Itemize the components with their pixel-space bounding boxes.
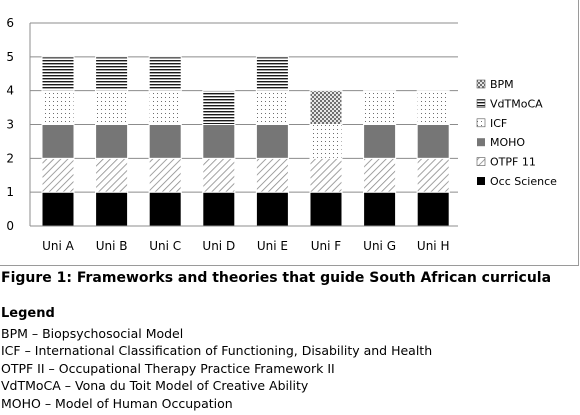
- x-tick-label: Uni A: [42, 239, 74, 253]
- legend-entry-label: Occ Science: [490, 175, 557, 188]
- x-tick-label: Uni F: [310, 239, 342, 253]
- bar-segment: [256, 125, 288, 159]
- y-tick-label: 1: [6, 185, 14, 200]
- figure-caption: Figure 1: Frameworks and theories that guide South African curricula: [1, 270, 552, 286]
- bar-segment: [417, 192, 449, 226]
- bar-segment: [256, 91, 288, 125]
- bar-segment: [96, 158, 128, 192]
- y-tick-label: 0: [6, 219, 14, 233]
- legend-line-otpf: OTPF II – Occupational Therapy Practice Framework II: [1, 360, 335, 376]
- legend-entry-label: MOHO: [490, 136, 526, 150]
- bar-segment: [96, 91, 128, 125]
- bar-segment: [96, 192, 128, 226]
- bar-segment: [96, 125, 128, 159]
- x-tick-label: Uni B: [95, 239, 128, 253]
- bar-segment: [256, 192, 288, 226]
- legend-entry-label: ICF: [490, 116, 508, 130]
- bar-segment: [203, 192, 235, 226]
- legend-entry-label: OTPF 11: [490, 155, 536, 169]
- bar-segment: [364, 158, 396, 192]
- bar-segment: [417, 158, 449, 192]
- bar-segment: [149, 125, 181, 159]
- bar-segment: [149, 158, 181, 192]
- legend-swatch: [477, 80, 485, 88]
- bar-segment: [42, 192, 74, 226]
- bar-segment: [203, 125, 235, 159]
- x-tick-label: Uni H: [416, 239, 450, 253]
- y-tick-label: 6: [6, 16, 14, 30]
- bar-segment: [149, 57, 181, 91]
- y-tick-label: 5: [6, 49, 14, 64]
- legend-swatch: [477, 138, 485, 146]
- legend-swatch: [477, 158, 485, 166]
- bar-segment: [417, 125, 449, 159]
- bar-segment: [256, 158, 288, 192]
- x-tick-label: Uni D: [202, 239, 236, 253]
- bar-segment: [149, 91, 181, 125]
- legend-swatch: [477, 177, 485, 185]
- bar-segment: [310, 125, 342, 159]
- bar-segment: [42, 158, 74, 192]
- bar-segment: [364, 125, 396, 159]
- legend-swatch: [477, 99, 485, 107]
- y-tick-label: 2: [6, 151, 14, 166]
- bar-segment: [310, 91, 342, 125]
- x-tick-label: Uni C: [149, 239, 182, 253]
- legend-line-icf: ICF – International Classification of Functioning, Disability and Health: [1, 343, 433, 359]
- legend-swatch: [477, 119, 485, 127]
- y-tick-label: 4: [6, 83, 14, 98]
- y-tick-label: 3: [6, 117, 14, 132]
- legend-entry-label: VdTMoCA: [490, 97, 543, 111]
- bar-segment: [96, 57, 128, 91]
- bar-segment: [256, 57, 288, 91]
- bar-segment: [364, 91, 396, 125]
- legend-line-bpm: BPM – Biopsychosocial Model: [1, 326, 184, 341]
- legend-entry-label: BPM: [490, 78, 514, 91]
- legend-line-moho: MOHO – Model of Human Occupation: [1, 395, 233, 411]
- bar-segment: [364, 192, 396, 226]
- legend-definitions: [1, 325, 432, 412]
- bar-segment: [42, 57, 74, 91]
- bar-segment: [42, 125, 74, 159]
- bar-segment: [310, 158, 342, 192]
- legend-heading: Legend: [1, 306, 55, 321]
- bar-segment: [149, 192, 181, 226]
- x-tick-label: Uni E: [256, 239, 288, 253]
- bar-segment: [417, 91, 449, 125]
- x-tick-label: Uni G: [363, 239, 397, 253]
- legend-line-vdtmoca: VdTMoCA – Vona du Toit Model of Creative Ability: [1, 378, 309, 394]
- bar-segment: [310, 192, 342, 226]
- bar-segment: [203, 158, 235, 192]
- bar-segment: [203, 91, 235, 125]
- bar-segment: [42, 91, 74, 125]
